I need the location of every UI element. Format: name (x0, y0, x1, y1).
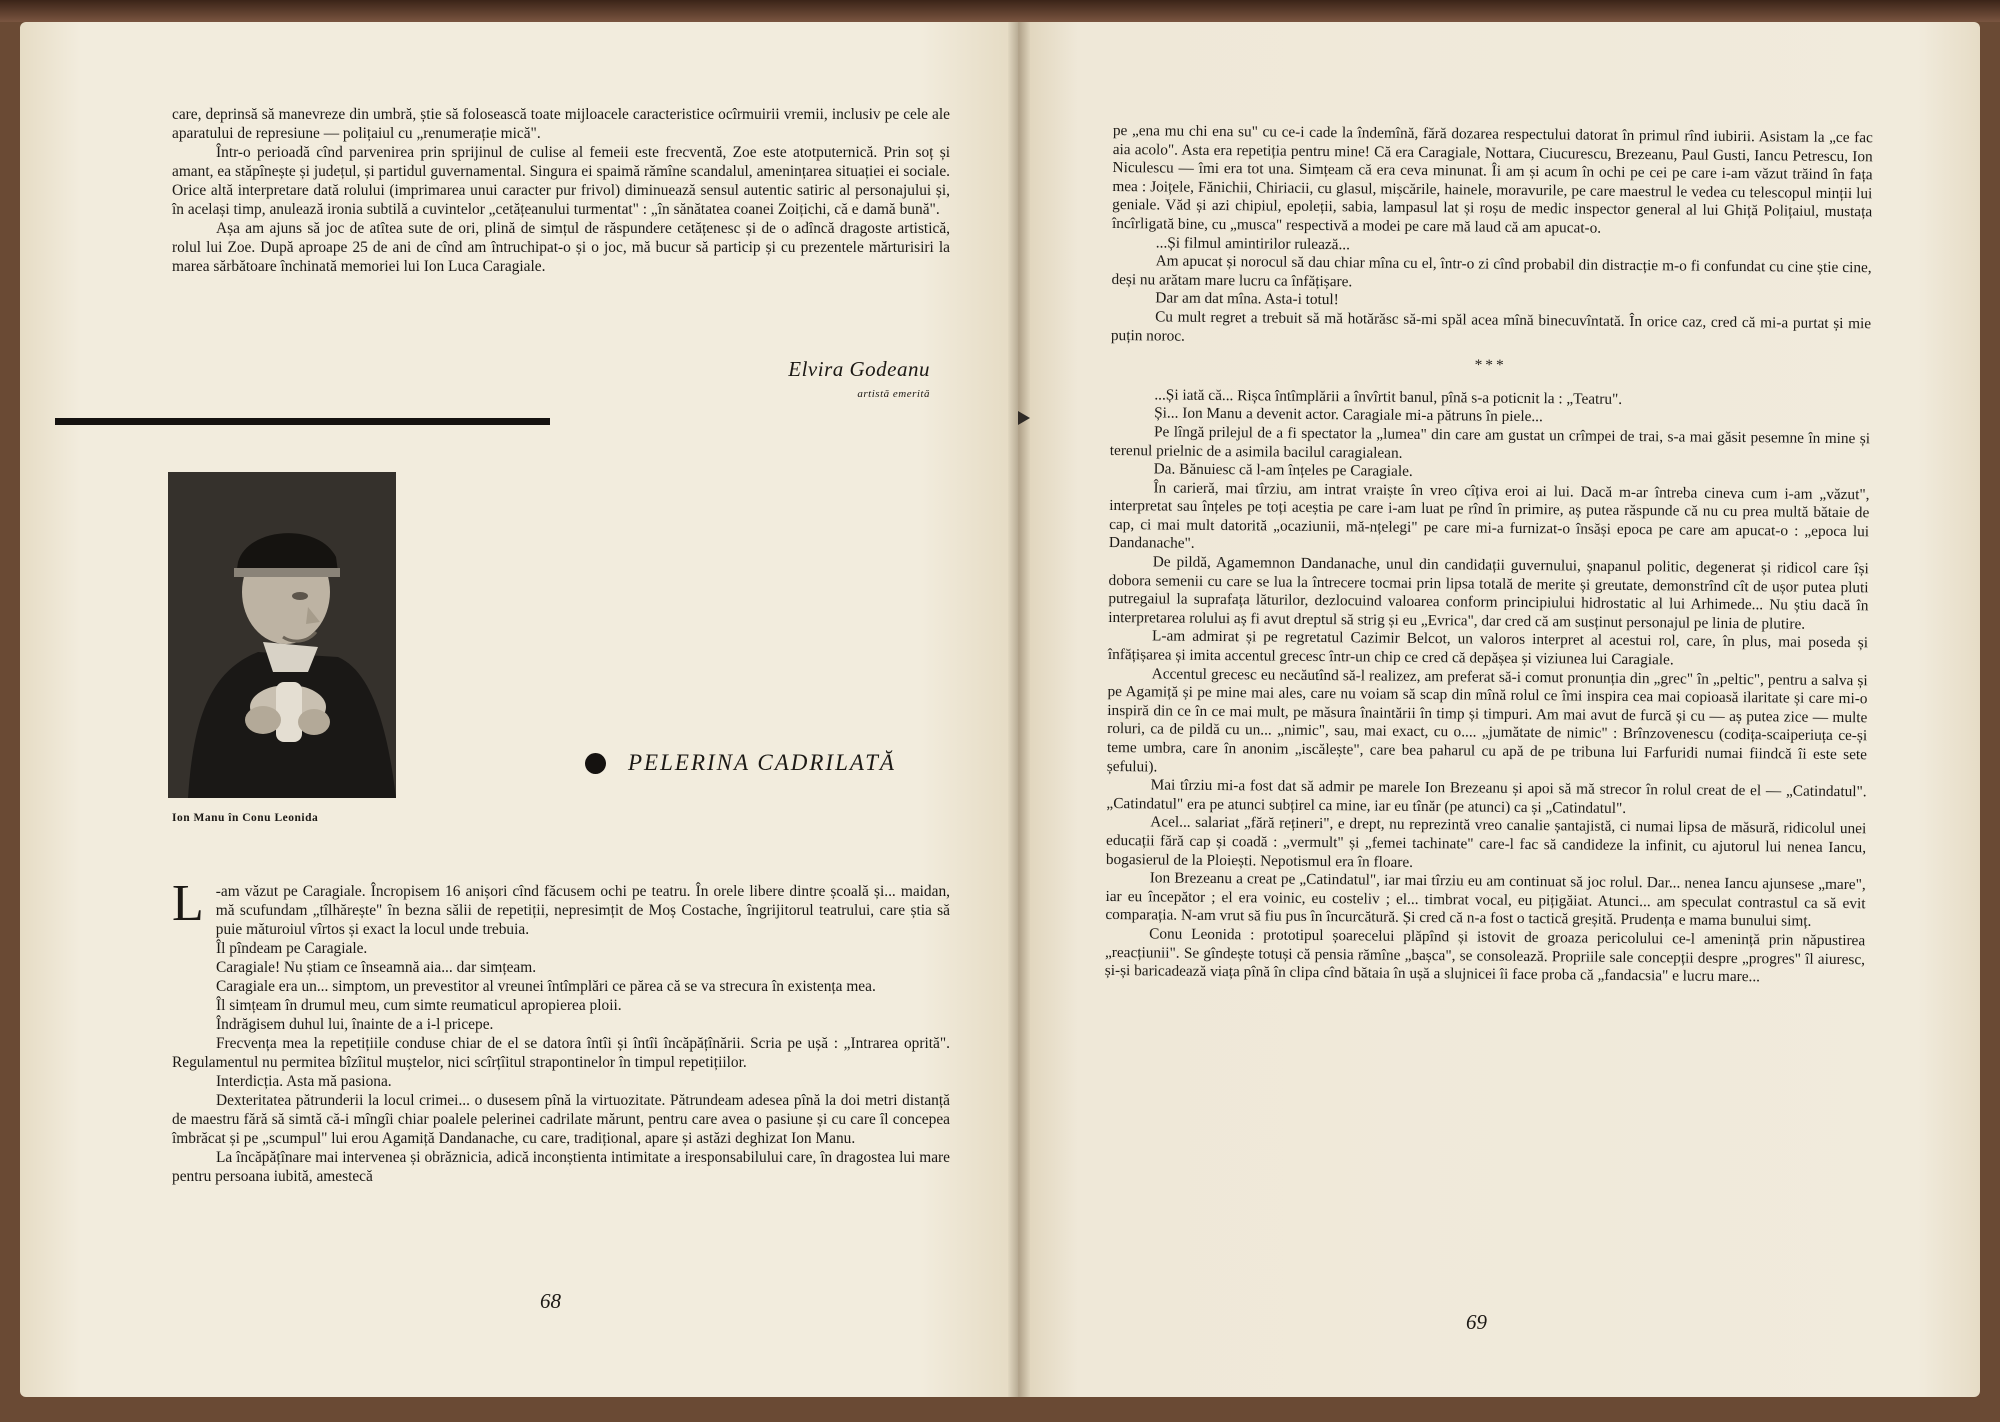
paragraph: Conu Leonida : prototipul șoarecelui plăpînd și istovit de groaza pericolului ce-l amenință prin năpustirea „reacțiunii". Se gîndește totuși că pensia rămîne „bașca", se consolează. Propriile sale concepții despre „progres" îl aiuresc, și-și baricadează viața pînă în clipa cînd bătaia în ușă a slujnicei îi face proba că „fandacsia" e lucru mare... (1104, 925, 1866, 986)
page-number-right: 69 (1466, 1310, 1487, 1334)
paragraph: Ion Brezeanu a creat pe „Catindatul", iar mai tîrziu eu am continuat să joc rolul. Dar... nenea Iancu ajunsese „mare", iar eu începător ; el era voinic, eu costeliv ; el... timbrat vocal, eu pițigăiat. Atunci... am speculat contrastul ca să evit comparația. N-am vrut să fiu pus în încurcătură. Și cred că n-a fost o tactică greșită. Prudența e mama bunului simț. (1105, 869, 1866, 931)
paragraph: Frecvența mea la repetițiile conduse chiar de el se datora întîi și întîi încăpățînării. Scria pe ușă : „Intrarea oprită". Regulamentul nu permitea bîzîitul muștelor, nici scîrțîitul strapontinelor în timpul repetițiilor. (172, 1035, 950, 1071)
article-title: PELERINA CADRILATĂ (628, 750, 896, 775)
paragraph: La încăpățînare mai intervenea și obrăznicia, adică inconștienta intimitate a iresponsabilului care, în dragostea lui mare pentru persoana iubită, amestecă (172, 1149, 950, 1185)
paragraph: Mai tîrziu mi-a fost dat să admir pe marele Ion Brezeanu și apoi să mă strecor în rolul creat de el — „Catindatul". „Catindatul" era pe atunci subțirel ca mine, iar eu tînăr (pe atunci) ca și „Catindatul". (1106, 776, 1867, 817)
paragraph: Îndrăgisem duhul lui, înainte de a i-l pricepe. (216, 1016, 494, 1033)
paragraph: Caragiale era un... simptom, un prevestitor al vreunei întîmplări ce părea că se va strecura în existența mea. (216, 978, 876, 995)
paragraph: Accentul grecesc eu necăutînd să-l realizez, am preferat să-i comut pronunția din „grec" în „peltic", pentru a salva și pe Agamiță și pe mine mai ales, care nu voiam să scap din mînă rolul ce îmi inspira cea mai copioasă ilaritate și care mi-o inspiră din ce în ce mai mult, pe măsura înaintării în timp și timpuri. Am mai avut de furcă și cu — aș putea zice — multe roluri, ca de pildă cu un... „nimic", sau, mai exact, cu o.... „jumătate de nimic" : Brînzovenescu (codița-scaiperiuța ce-și teme umbra, care în anonim „iscălește", care bea paharul cu apă de pe tribuna lui Farfuridi numai fiindcă îi este sete șefului). (1106, 665, 1868, 776)
right-page (1018, 22, 1980, 1397)
paragraph: care, deprinsă să manevreze din umbră, știe să folosească toate mijloacele caracteristice ocîrmuirii vremii, inclusiv pe cele ale aparatului de represiune — polițaiul cu „renumerație mică". (172, 106, 950, 142)
bullet-icon (585, 753, 606, 774)
paragraph: L-am admirat și pe regretatul Cazimir Belcot, un valoros interpret al acestui rol, care, în plus, mai poseda și înfățișarea și imita accentul grecesc într-un chip ce cred că depășea și viziunea lui Caragiale. (1107, 627, 1869, 669)
paragraph: Cu mult regret a trebuit să mă hotărăsc să-mi spăl acea mînă binecuvîntată. În orice caz, cred că mi-a purtat și mie puțin noroc. (1110, 308, 1872, 345)
section-break: *** (1474, 356, 1507, 374)
page-number-left: 68 (540, 1289, 561, 1313)
paragraph: pe „ena mu chi ena su" cu ce-i cade la îndemînă, fără dozarea respectului datorat în primul rînd iubirii. Asistam la „ce fac aia acolo". Asta era repetiția pentru mine! Că era Caragiale, Nottara, Ciucurescu, Brezeanu, Paul Gusti, Iancu Petrescu, Ion Niculescu — îmi era tot una. Simțeam că era ceva minunat. Îi am și acum în ochi pe cei pe care i-am văzut trăind în fața mea : Joițele, Fănichii, Chiriacii, cu glasul, mișcările, hainele, moravurile, pe care maestrul le vedea cu telescopul minții lui geniale. Văd și azi chipiul, epoleții, sabia, lampasul lat și roșu de medic inspector general al lui Ghiță Polițaiul, mustața încîrligată bine, cu „musca" respectivă a modei pe care mă laud că am apucat-o. (1111, 122, 1873, 237)
paragraph: Într-o perioadă cînd parvenirea prin sprijinul de culise al femeii este frecventă, Zoe este atotputernică. Prin soț și amant, ea stăpînește și județul, și partidul guvernamental. Singura ei spaimă rămîne scandalul, amenințarea situației ei sociale. Orice altă interpretare dată rolului (imprimarea unui caracter pur frivol) diminuează sensul autentic satiric al personajului și, în același timp, anulează ironia subtilă a cuvintelor „cetățeanului turmentat" : „în sănătatea coanei Zoițichi, că e damă bună". (172, 144, 950, 218)
first-paragraph-text: -am văzut pe Caragiale. Încropisem 16 anișori cînd făcusem ochi pe teatru. În orele libere dintre școală și... maidan, mă scufundam „tîlhărește" în bezna sălii de repetiții, nepresimțit de Moș Costache, îngrijitorul teatrului, care știa să puie măturoiul vîrtos și exact la locul unde trebuia. (215, 883, 950, 938)
signature-name: Elvira Godeanu (788, 357, 930, 381)
right-text (1105, 122, 1873, 988)
photo-caption: Ion Manu în Conu Leonida (172, 812, 319, 824)
signature-role: artistă emerită (857, 388, 930, 400)
article-heading (585, 750, 896, 776)
actor-photo-illustration (168, 472, 396, 798)
paragraph: Acel... salariat „fără rețineri", e drept, nu reprezintă vreo canalie șantajistă, ci numai lipsa de măsură, ridicolul unei educații fără cap și coadă : „vermult" și „femei tachinate" care-l fac să candideze la infinit, cu ajutorul lui nenea Iancu, bogasierul de la Ploiești. Nepotismul era în floare. (1105, 813, 1867, 871)
paragraph: Pe lîngă prilejul de a fi spectator la „lumea" din care am gustat un crîmpei de trai, s-a mai găsit pesemne în mine și terenul prielnic de a asimila bacilul caragialean. (1109, 423, 1871, 462)
paragraph: Așa am ajuns să joc de atîtea sute de ori, plină de simțul de răspundere cetățenesc și de o adîncă dragoste artistică, rolul lui Zoe. După aproape 25 de ani de cînd am întruchipat-o și o joc, mă bucur să particip și cu prezentele mărturisiri la marea sărbătoare închinată memoriei lui Ion Luca Caragiale. (172, 220, 950, 275)
paragraph: Interdicția. Asta mă pasiona. (216, 1073, 392, 1090)
paragraph: ...Și filmul amintirilor rulează... (1155, 233, 1351, 253)
paragraph: Dar am dat mîna. Asta-i totul! (1155, 289, 1339, 309)
first-paragraph (172, 875, 950, 939)
left-top-text (172, 105, 950, 276)
actor-photo (168, 472, 396, 798)
section-divider (55, 418, 550, 425)
drop-cap: L (172, 875, 204, 932)
paragraph: Da. Bănuiesc că l-am înțeles pe Caragiale. (1153, 460, 1413, 480)
paragraph: În carieră, mai tîrziu, am intrat vraiște în vreo cîțiva eroi ai lui. Dacă m-ar întreba cineva cum i-am „văzut", interpretat sau înțeles pe toți aceștia pe care i-am luat pe rînd în primire, aș putea răspunde că nu cu prea multă bătaie de cap, ci mai mult datorită „ocaziunii, mă-nțelegi" pe care mi-a furnizat-o însăși epoca pe care am apucat-o : „epoca lui Dandanache". (1108, 479, 1870, 553)
paragraph: De pildă, Agamemnon Dandanache, unul din candidații guvernului, șnapanul politic, degenerat și ridicol care își dobora semenii cu care se lua la întrecere tocmai prin lipsa totală de merite și greutate, demonstrînd cît de ușor putea pluti putregaiul la suprafața lăturilor, dezlocuind valoarea conform principiului hidrostatic al lui Arhimede... Nu știu dacă în interpretarea rolului aș fi avut dreptul să strig și eu „Evrica", dar cred că am susținut personajul pe linia de plutire. (1108, 553, 1869, 633)
paragraph: Caragiale! Nu știam ce înseamnă aia... dar simțeam. (216, 959, 537, 976)
paragraph: Îl pîndeam pe Caragiale. (216, 940, 368, 957)
paragraph: Și... Ion Manu a devenit actor. Caragiale mi-a pătruns în piele... (1154, 404, 1543, 426)
paragraph: Am apucat și norocul să dau chiar mîna cu el, într-o zi cînd probabil din distracție m-o fi confundat cu cine știe cine, deși nu arătam mare lucru ca înfățișare. (1111, 252, 1872, 291)
book-edge (0, 0, 2000, 22)
paragraph: Dexteritatea pătrunderii la locul crimei... o dusesem pînă la virtuozitate. Pătrundeam adesea pînă la doi metri distanță de maestru fără să simtă că-i mîngîi chiar poalele pelerinei cadrilate mărunt, pentru care avea o pasiune și cu care îl concepea îmbrăcat și pe „scumpul" lui erou Agamiță Dandanache, cu care, tradițional, apare și astăzi deghizat Ion Manu. (172, 1092, 950, 1147)
paragraph: Îl simțeam în drumul meu, cum simte reumaticul apropierea ploii. (216, 997, 622, 1014)
book-gutter (1008, 22, 1030, 1397)
paragraph: ...Și iată că... Rișca întîmplării a învîrtit banul, pînă s-a poticnit la : „Teatru". (1154, 386, 1623, 408)
signature (788, 357, 930, 400)
left-page (20, 22, 1018, 1397)
left-bottom-text (172, 875, 950, 1186)
